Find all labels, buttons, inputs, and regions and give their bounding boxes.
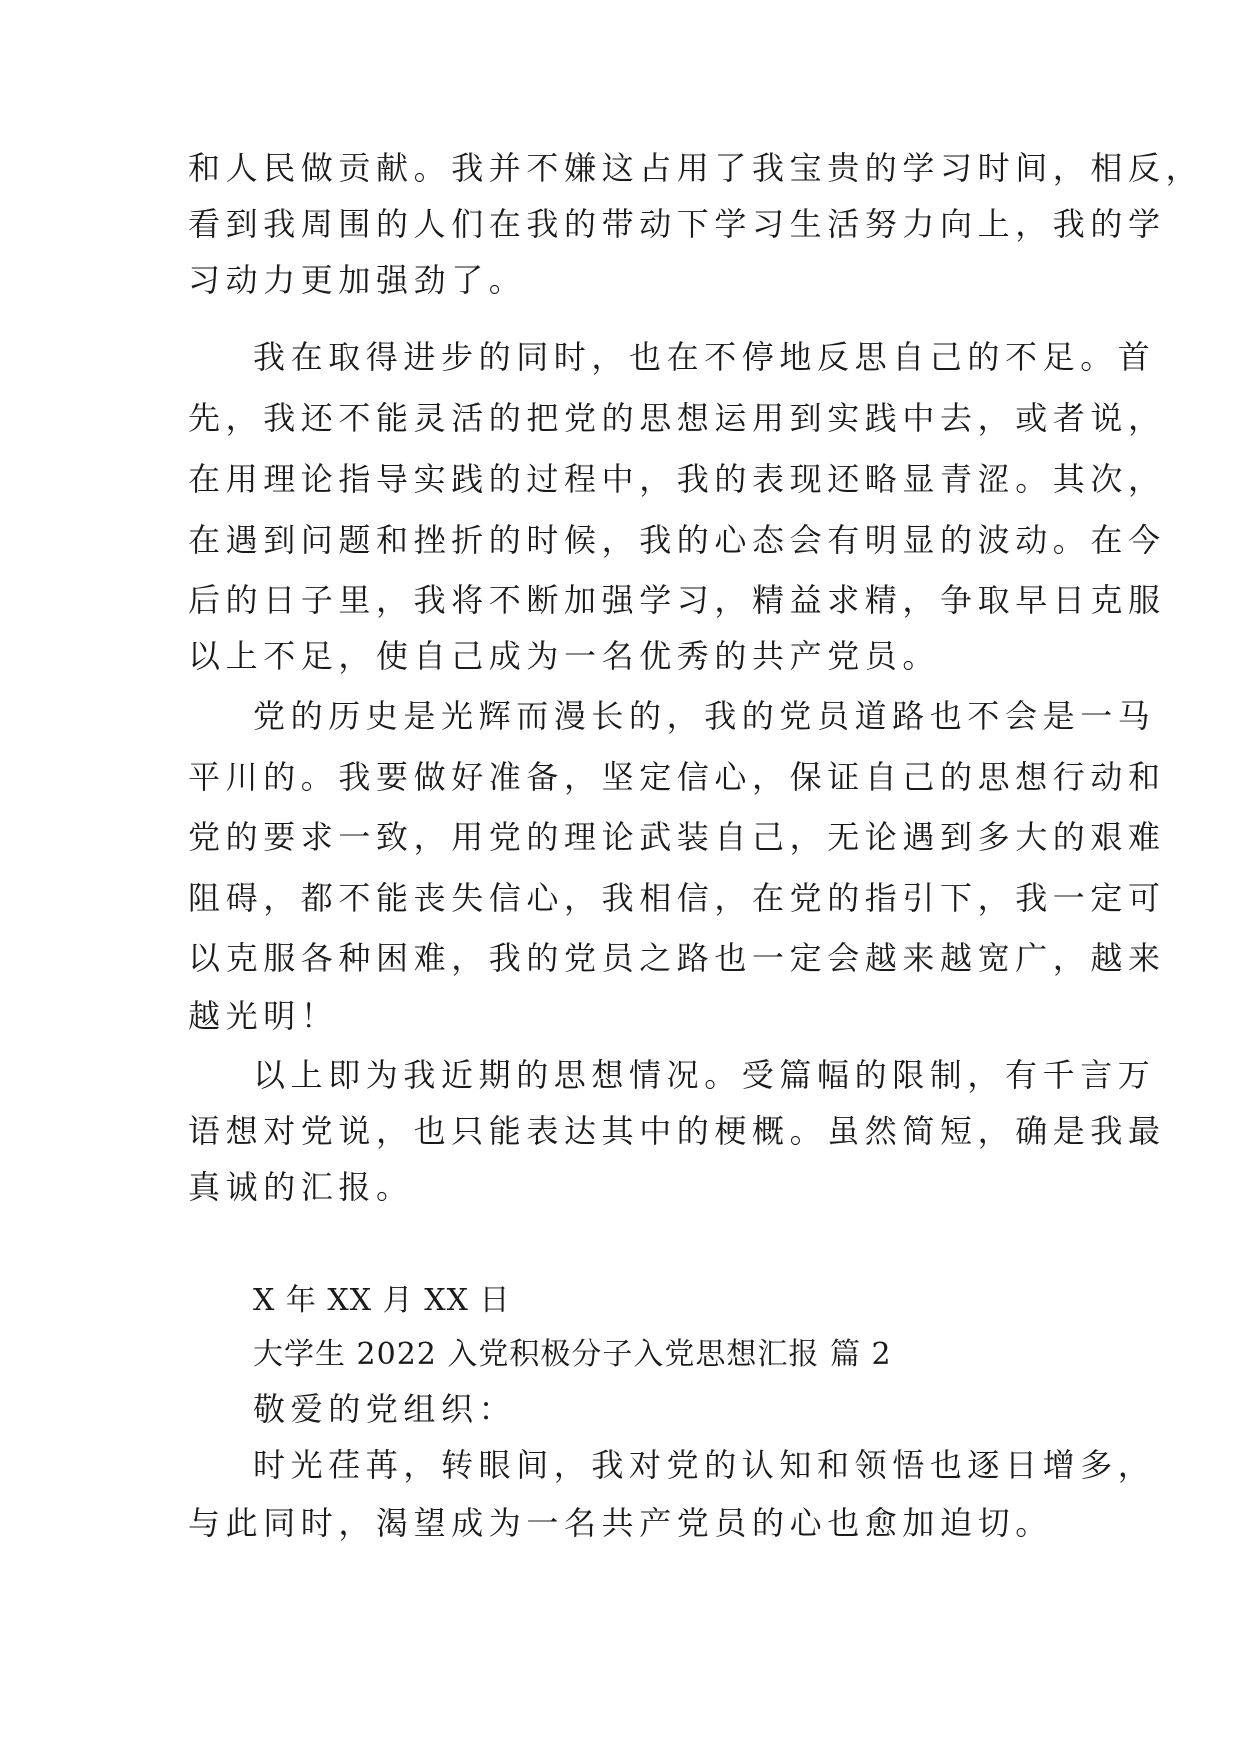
paragraph-first-line: 我在取得进步的同时，也在不停地反思自己的不足。首	[253, 338, 1156, 376]
text-line: 越光明！	[188, 997, 339, 1035]
text-line: 以上不足，使自己成为一名优秀的共产党员。	[188, 637, 941, 675]
paragraph-first-line: 以上即为我近期的思想情况。受篇幅的限制，有千言万	[253, 1056, 1156, 1094]
salutation: 敬爱的党组织：	[253, 1390, 517, 1428]
paragraph-first-line: 党的历史是光辉而漫长的，我的党员道路也不会是一马	[253, 697, 1156, 735]
text-line: 在用理论指导实践的过程中，我的表现还略显青涩。其次，	[188, 460, 1166, 498]
text-line: 与此同时，渴望成为一名共产党员的心也愈加迫切。	[188, 1504, 1053, 1542]
text-line: 后的日子里，我将不断加强学习，精益求精，争取早日克服	[188, 581, 1166, 619]
text-line: 语想对党说，也只能表达其中的梗概。虽然简短，确是我最	[188, 1112, 1166, 1150]
text-line: 和人民做贡献。我并不嫌这占用了我宝贵的学习时间，相反，	[188, 149, 1204, 187]
section-title: 大学生 2022 入党积极分子入党思想汇报 篇 2	[253, 1337, 892, 1372]
text-line: 习动力更加强劲了。	[188, 261, 527, 299]
text-line: 在遇到问题和挫折的时候，我的心态会有明显的波动。在今	[188, 521, 1166, 559]
text-line: 以克服各种困难，我的党员之路也一定会越来越宽广，越来	[188, 939, 1166, 977]
text-line: 先，我还不能灵活的把党的思想运用到实践中去，或者说，	[188, 399, 1166, 437]
text-line: 平川的。我要做好准备，坚定信心，保证自己的思想行动和	[188, 758, 1166, 796]
text-line: 看到我周围的人们在我的带动下学习生活努力向上，我的学	[188, 205, 1166, 243]
text-line: 阻碍，都不能丧失信心，我相信，在党的指引下，我一定可	[188, 879, 1166, 917]
date-line: X 年 XX 月 XX 日	[253, 1283, 511, 1318]
text-line: 党的要求一致，用党的理论武装自己，无论遇到多大的艰难	[188, 818, 1166, 856]
paragraph-first-line: 时光荏苒，转眼间，我对党的认知和领悟也逐日增多，	[253, 1446, 1156, 1484]
text-line: 真诚的汇报。	[188, 1168, 414, 1206]
